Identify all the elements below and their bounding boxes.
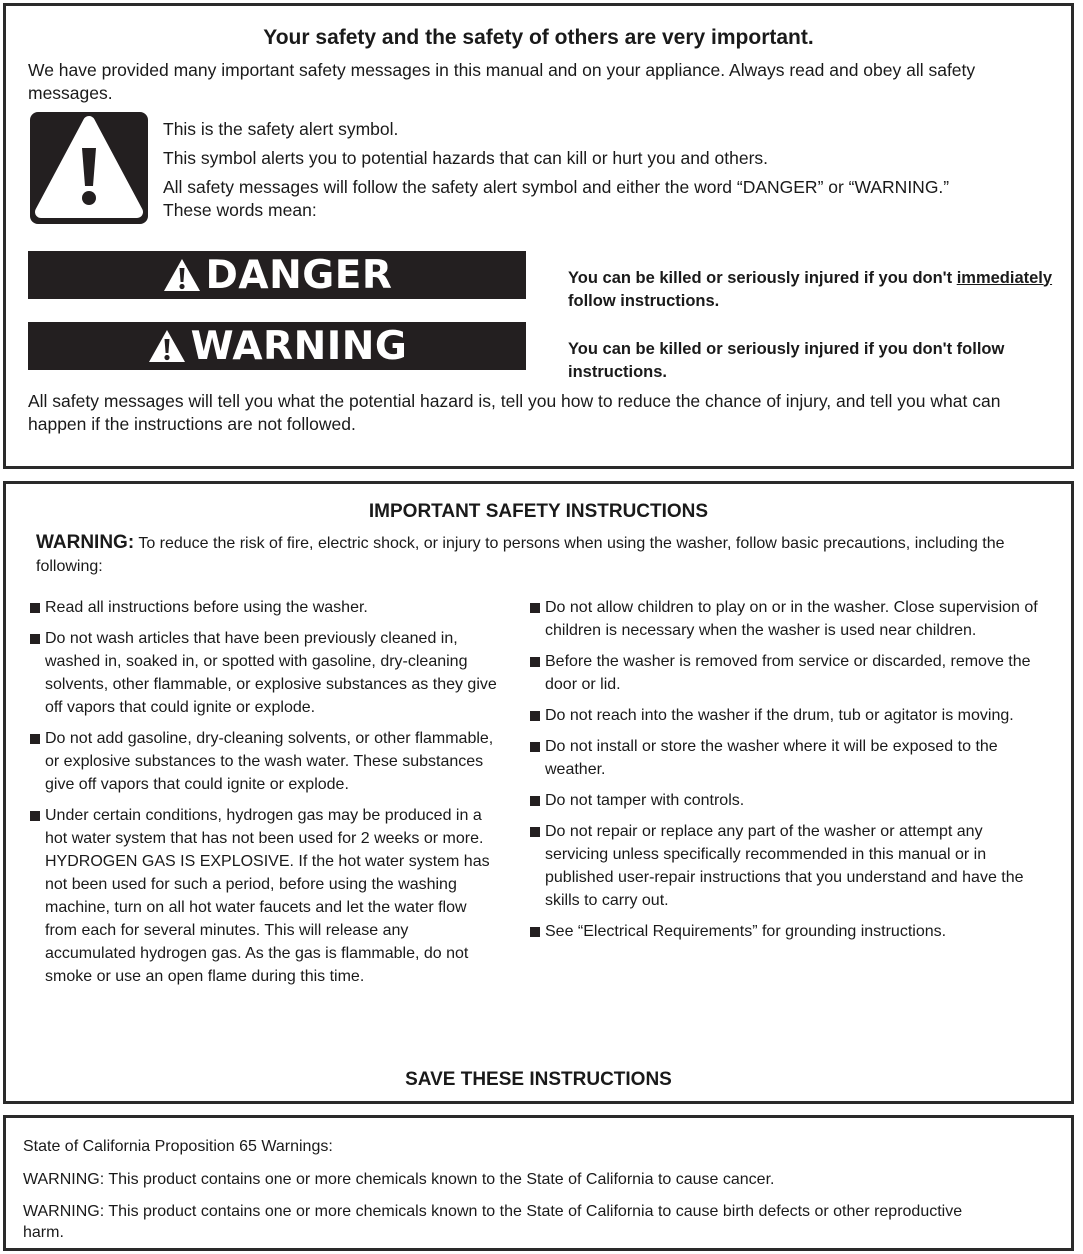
instructions-title: IMPORTANT SAFETY INSTRUCTIONS xyxy=(368,501,709,522)
save-instructions-footer: SAVE THESE INSTRUCTIONS xyxy=(405,1069,672,1090)
immediately-emphasis: immediately xyxy=(956,268,1053,287)
danger-banner xyxy=(28,251,526,299)
instruction-item: Do not add gasoline, dry-cleaning solvents, or other flammable, or explosive substances to the wash water. These substances give off vapors that could ignite or explode. xyxy=(28,727,498,796)
instruction-item: Do not allow children to play on or in the washer. Close supervision of children is necessary when the washer is used near children. xyxy=(528,596,1048,642)
instruction-item: Under certain conditions, hydrogen gas may be produced in a hot water system that has not been used for 2 weeks or more. HYDROGEN GAS IS EXPLOSIVE. If the hot water system has not been used for such a period, before using the washing machine, turn on all hot water faucets and let the water flow from each for several minutes. This will release any accumulated hydrogen gas. As the gas is flammable, do not smoke or use an open flame during this time. xyxy=(28,804,498,988)
safety-intro-panel xyxy=(3,3,1074,469)
warning-label: WARNING xyxy=(190,323,408,369)
warning-description: You can be killed or seriously injured if you don't follow instructions. xyxy=(568,339,1005,381)
instruction-item: Before the washer is removed from service or discarded, remove the door or lid. xyxy=(528,650,1048,696)
safety-alert-icon xyxy=(30,112,148,224)
prop65-panel xyxy=(3,1115,1074,1251)
warning-text: To reduce the risk of fire, electric shock, or injury to persons when using the washer, follow basic precautions, including the following: xyxy=(36,535,1005,575)
important-instructions-panel xyxy=(3,481,1074,1104)
warning-alert-triangle-icon xyxy=(147,328,187,364)
instruction-item: Do not reach into the washer if the drum, tub or agitator is moving. xyxy=(528,704,1048,727)
warning-prefix: WARNING: xyxy=(36,532,135,553)
danger-label: DANGER xyxy=(205,252,393,298)
instruction-item: Do not wash articles that have been previously cleaned in, washed in, soaked in, or spotted with gasoline, dry-cleaning solvents, other flammable, or explosive substances as they give off vapors that could ignite or explode. xyxy=(28,627,498,719)
instruction-item: Do not install or store the washer where it will be exposed to the weather. xyxy=(528,735,1048,781)
danger-alert-triangle-icon xyxy=(162,257,202,293)
prop65-cancer-warning: WARNING: This product contains one or more chemicals known to the State of California to cause cancer. xyxy=(23,1171,775,1188)
instructions-warning xyxy=(36,531,1046,578)
safety-closing-text: All safety messages will tell you what the potential hazard is, tell you how to reduce the chance of injury, and tell you what can happen if the instructions are not followed. xyxy=(28,391,1001,434)
danger-description: You can be killed or seriously injured if you don't immediately follow instructions. xyxy=(568,268,1053,310)
instructions-right-column xyxy=(528,596,1048,951)
instruction-item: Do not tamper with controls. xyxy=(528,789,1048,812)
instructions-left-column xyxy=(28,596,498,996)
warning-banner xyxy=(28,322,526,370)
prop65-heading: State of California Proposition 65 Warnings: xyxy=(23,1138,333,1155)
alert-symbol-line-1: This is the safety alert symbol. xyxy=(163,119,399,139)
instruction-item: Read all instructions before using the washer. xyxy=(28,596,498,619)
prop65-birth-defects-warning: WARNING: This product contains one or more chemicals known to the State of California to cause birth defects or other reproductive harm. xyxy=(23,1203,963,1241)
alert-symbol-line-2: This symbol alerts you to potential hazards that can kill or hurt you and others. xyxy=(163,148,769,168)
safety-intro-text: We have provided many important safety messages in this manual and on your appliance. Always read and obey all safety messages. xyxy=(28,60,976,103)
instruction-item: See “Electrical Requirements” for grounding instructions. xyxy=(528,920,1048,943)
alert-symbol-line-3: All safety messages will follow the safety alert symbol and either the word “DANGER” or “WARNING.” These words mean: xyxy=(163,177,950,220)
instruction-item: Do not repair or replace any part of the washer or attempt any servicing unless specifically recommended in this manual or in published user-repair instructions that you understand and have the skills to carry out. xyxy=(528,820,1048,912)
safety-title: Your safety and the safety of others are very important. xyxy=(263,26,814,49)
